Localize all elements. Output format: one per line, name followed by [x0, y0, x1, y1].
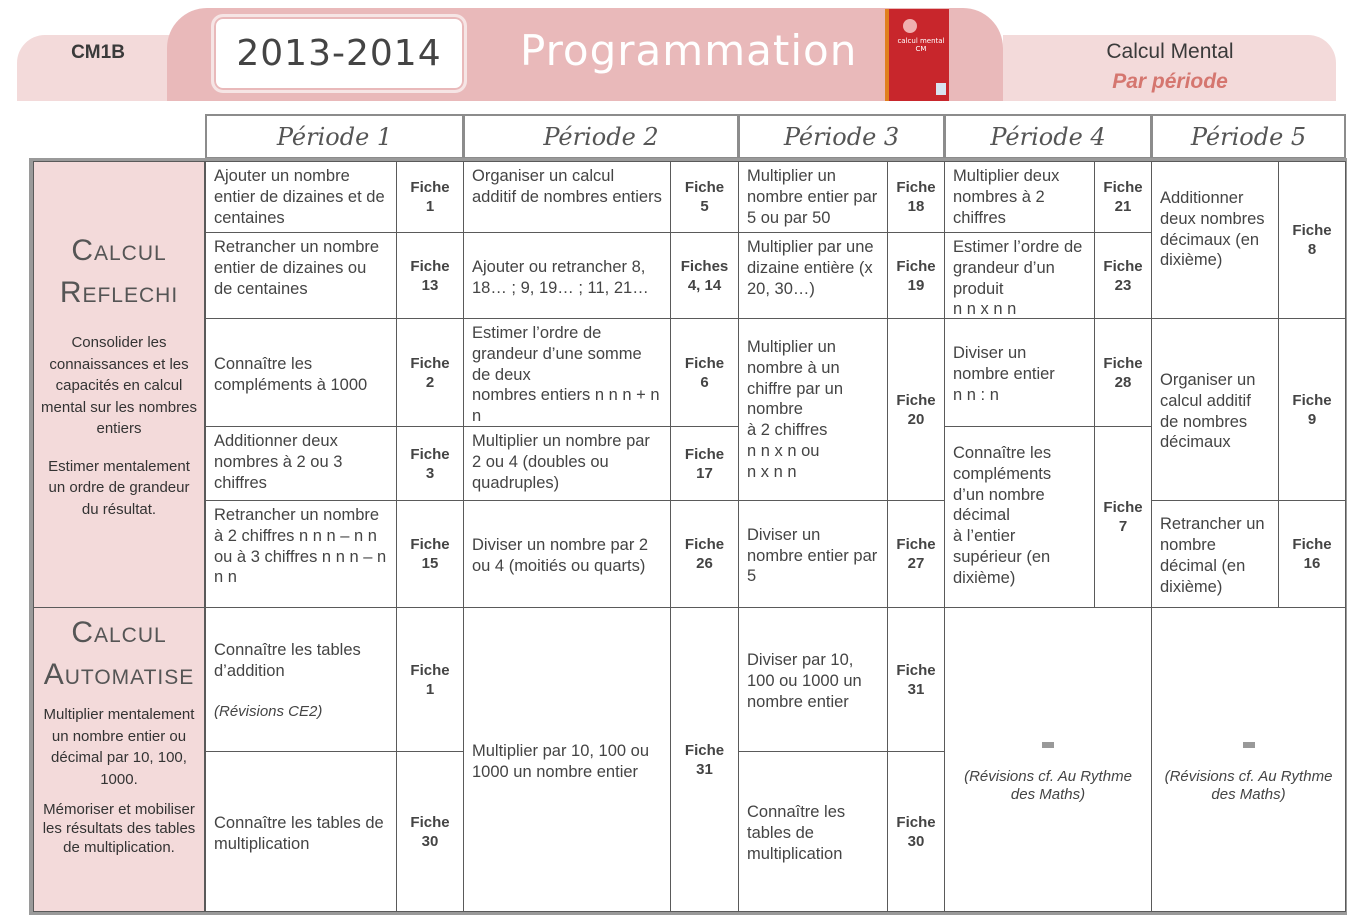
- subject-subtitle: Par période: [1112, 70, 1228, 93]
- fiche-label: Fiche: [410, 813, 450, 831]
- fiche-number: 20: [907, 410, 925, 428]
- skill-text: Diviser un nombre entier par 5: [747, 525, 878, 586]
- skill-cell: [738, 500, 888, 608]
- section-description: Consolider les connaissances et les capacités en calcul mental sur les nombres entiers: [41, 334, 197, 437]
- revision-note: (Révisions cf. Au Rythme des Maths): [964, 767, 1132, 803]
- fiche-ref: [396, 426, 464, 501]
- fiche-number: 16: [1303, 555, 1321, 572]
- skill-cell: Estimer l’ordre de grandeur d’une somme de deux nombres entiers n n n + n n: [463, 318, 671, 427]
- fiche-ref: [1278, 500, 1346, 608]
- skill-cell: Multiplier un nombre entier par 5 ou par 50: [738, 161, 888, 233]
- skill-text: Diviser un nombre par 2 ou 4 (moitiés ou quarts): [472, 536, 649, 575]
- fiche-number: 8: [1307, 241, 1317, 258]
- dash-icon: [1042, 742, 1054, 748]
- skill-cell: [944, 318, 1095, 427]
- fiche-number: 31: [907, 680, 925, 698]
- fiche-ref: [887, 500, 945, 608]
- fiche-label: Fiche: [1292, 536, 1332, 553]
- book-cover-image: [885, 9, 949, 101]
- fiche-number: 27: [907, 555, 925, 572]
- fiche-label: Fiche: [1103, 179, 1143, 196]
- skill-cell: Additionner deux nombres décimaux (en dixième): [1151, 161, 1279, 319]
- section-title-line2: Automatise: [43, 658, 195, 691]
- dash-icon: [1243, 742, 1255, 748]
- book-badge-icon: [936, 83, 946, 95]
- fiche-label: Fiche: [684, 536, 725, 553]
- skill-text: Ajouter ou retrancher 8, 18… ; 9, 19… ; 11, 21…: [472, 257, 649, 297]
- section-title-line2: Reflechi: [59, 276, 179, 309]
- book-logo-icon: [903, 19, 917, 33]
- skill-cell: Retrancher un nombre entier de dizaines ou de centaines: [205, 232, 397, 319]
- fiche-ref: [396, 161, 464, 233]
- fiche-number: 23: [1114, 276, 1132, 294]
- fiche-label: Fiche: [896, 257, 936, 275]
- skill-cell: Additionner deux nombres à 2 ou 3 chiffres: [205, 426, 397, 501]
- skill-cell: Multiplier deux nombres à 2 chiffres: [944, 161, 1095, 233]
- school-year: 2013-2014: [211, 14, 467, 93]
- period-header-2: Période 2: [463, 114, 739, 159]
- fiche-ref: [887, 232, 945, 319]
- fiche-ref: [1278, 161, 1346, 319]
- fiche-number: 1: [425, 680, 435, 698]
- skill-cell: [205, 751, 397, 912]
- skill-cell: [463, 500, 671, 608]
- fiche-label: Fiche: [896, 661, 936, 679]
- skill-cell: [1151, 500, 1279, 608]
- revision-cell: [1151, 607, 1346, 912]
- section-title-line1: Calcul: [71, 234, 167, 267]
- revision-note: (Révisions cf. Au Rythme des Maths): [1164, 767, 1333, 803]
- skill-cell: Estimer l’ordre de grandeur d’un produit n n x n n: [944, 232, 1095, 319]
- skill-text: Connaître les tables de multiplication: [747, 803, 846, 863]
- skill-text: Multiplier par 10, 100 ou 1000 un nombre entier: [472, 741, 650, 781]
- fiche-number: 26: [696, 555, 713, 572]
- skill-cell: Connaître les compléments d’un nombre décimal à l’entier supérieur (en dixième): [944, 426, 1095, 608]
- fiche-label: Fiche: [896, 391, 936, 409]
- fiche-number: 3: [425, 464, 435, 482]
- fiche-label: Fiche: [410, 661, 450, 679]
- fiche-ref: [670, 607, 739, 912]
- fiche-label: Fiche: [410, 536, 450, 553]
- fiche-ref: [670, 426, 739, 501]
- skill-cell: [463, 232, 671, 319]
- fiche-ref: [887, 607, 945, 752]
- skill-cell: [205, 318, 397, 427]
- fiche-number: 30: [907, 832, 925, 850]
- fiche-number: 2: [425, 373, 435, 391]
- fiche-ref: [1094, 318, 1152, 427]
- section-title-line1: Calcul: [71, 616, 167, 649]
- skill-cell: [463, 607, 671, 912]
- fiche-number: 5: [700, 198, 709, 215]
- section-description: Multiplier mentalement un nombre entier ou décimal par 10, 100, 1000.: [43, 706, 195, 788]
- skill-text: Organiser un calcul additif de nombres décimaux: [1160, 370, 1256, 452]
- fiche-label: Fiche: [410, 179, 450, 196]
- fiche-ref: [887, 318, 945, 501]
- skill-cell: Ajouter un nombre entier de dizaines et de centaines: [205, 161, 397, 233]
- fiche-ref: [670, 232, 739, 319]
- skill-text: Diviser un nombre entier n n : n: [953, 344, 1055, 404]
- fiche-ref: [396, 318, 464, 427]
- skill-text: Retrancher un nombre décimal (en dixième): [1160, 515, 1265, 596]
- fiche-number: 21: [1114, 198, 1132, 215]
- fiche-number: 13: [421, 276, 439, 294]
- skill-cell: [738, 751, 888, 912]
- fiche-ref: [670, 161, 739, 233]
- fiche-ref: [887, 161, 945, 233]
- skill-cell: Multiplier par une dizaine entière (x 20, 30…): [738, 232, 888, 319]
- skill-text: Diviser par 10, 100 ou 1000 un nombre entier: [747, 651, 862, 711]
- fiche-label: Fiche: [896, 536, 936, 553]
- skill-cell: Multiplier un nombre par 2 ou 4 (doubles ou quadruples): [463, 426, 671, 501]
- class-name: CM1B: [71, 42, 125, 63]
- skill-cell: [1151, 318, 1279, 501]
- fiche-label: Fiche: [684, 741, 725, 759]
- fiche-label: Fiche: [1103, 354, 1143, 372]
- fiche-label: Fiche: [684, 445, 725, 463]
- skill-note: (Révisions CE2): [214, 702, 323, 720]
- fiche-ref: [396, 607, 464, 752]
- fiche-number: 1: [425, 198, 435, 215]
- fiche-number: 19: [907, 276, 925, 294]
- fiche-label: Fiche: [896, 813, 936, 831]
- fiche-label: Fiche: [410, 354, 450, 372]
- fiche-number: 6: [700, 373, 709, 391]
- fiche-label: Fiche: [896, 179, 936, 196]
- skill-text: Connaître les compléments à 1000: [214, 354, 368, 394]
- section-calcul-reflechi: [33, 161, 205, 608]
- fiche-label: Fiche: [684, 354, 725, 372]
- fiche-ref: [396, 751, 464, 912]
- book-cover-text: calcul mental CM: [897, 37, 945, 53]
- skill-text: Connaître les tables de multiplication: [214, 813, 384, 853]
- fiche-label: Fiche: [1103, 499, 1143, 516]
- fiche-number: 30: [421, 832, 439, 850]
- fiche-number: 4, 14: [687, 276, 722, 294]
- fiche-number: 28: [1114, 373, 1132, 391]
- fiche-label: Fiche: [684, 179, 725, 196]
- period-header-3: Période 3: [738, 114, 945, 159]
- skill-cell: Multiplier un nombre à un chiffre par un nombre à 2 chiffres n n x n ou n x n n: [738, 318, 888, 501]
- section-calcul-automatise: [33, 607, 205, 912]
- fiche-number: 31: [696, 760, 713, 778]
- section-description: Estimer mentalement un ordre de grandeur du résultat.: [48, 457, 190, 518]
- fiche-number: 9: [1307, 410, 1317, 428]
- period-header-4: Période 4: [944, 114, 1152, 159]
- fiche-ref: [396, 232, 464, 319]
- fiche-label: Fiche: [410, 257, 450, 275]
- fiche-ref: [396, 500, 464, 608]
- skill-text: Connaître les tables d’addition: [214, 641, 361, 680]
- fiche-ref: [1094, 426, 1152, 608]
- fiche-number: 15: [421, 555, 439, 572]
- fiche-label: Fiches: [680, 257, 729, 275]
- skill-cell: Organiser un calcul additif de nombres entiers: [463, 161, 671, 233]
- skill-cell: [738, 607, 888, 752]
- period-header-1: Période 1: [205, 114, 464, 159]
- fiche-ref: [1094, 161, 1152, 233]
- revision-cell: [944, 607, 1152, 912]
- fiche-ref: [670, 318, 739, 427]
- fiche-number: 18: [907, 198, 925, 215]
- skill-cell: [205, 607, 397, 752]
- fiche-number: 7: [1118, 518, 1128, 535]
- fiche-ref: [670, 500, 739, 608]
- skill-cell: Retrancher un nombre à 2 chiffres n n n – n n ou à 3 chiffres n n n – n n n: [205, 500, 397, 608]
- fiche-label: Fiche: [1103, 257, 1143, 275]
- period-header-5: Période 5: [1151, 114, 1346, 159]
- fiche-number: 17: [696, 464, 713, 482]
- fiche-label: Fiche: [410, 445, 450, 463]
- fiche-ref: [1094, 232, 1152, 319]
- fiche-ref: [887, 751, 945, 912]
- subject-title: Calcul Mental: [1106, 40, 1234, 63]
- page-title: Programmation: [520, 26, 858, 75]
- fiche-ref: [1278, 318, 1346, 501]
- section-description: Mémoriser et mobiliser les résultats des tables de multiplication.: [42, 801, 196, 856]
- fiche-label: Fiche: [1292, 222, 1332, 239]
- fiche-label: Fiche: [1292, 391, 1332, 409]
